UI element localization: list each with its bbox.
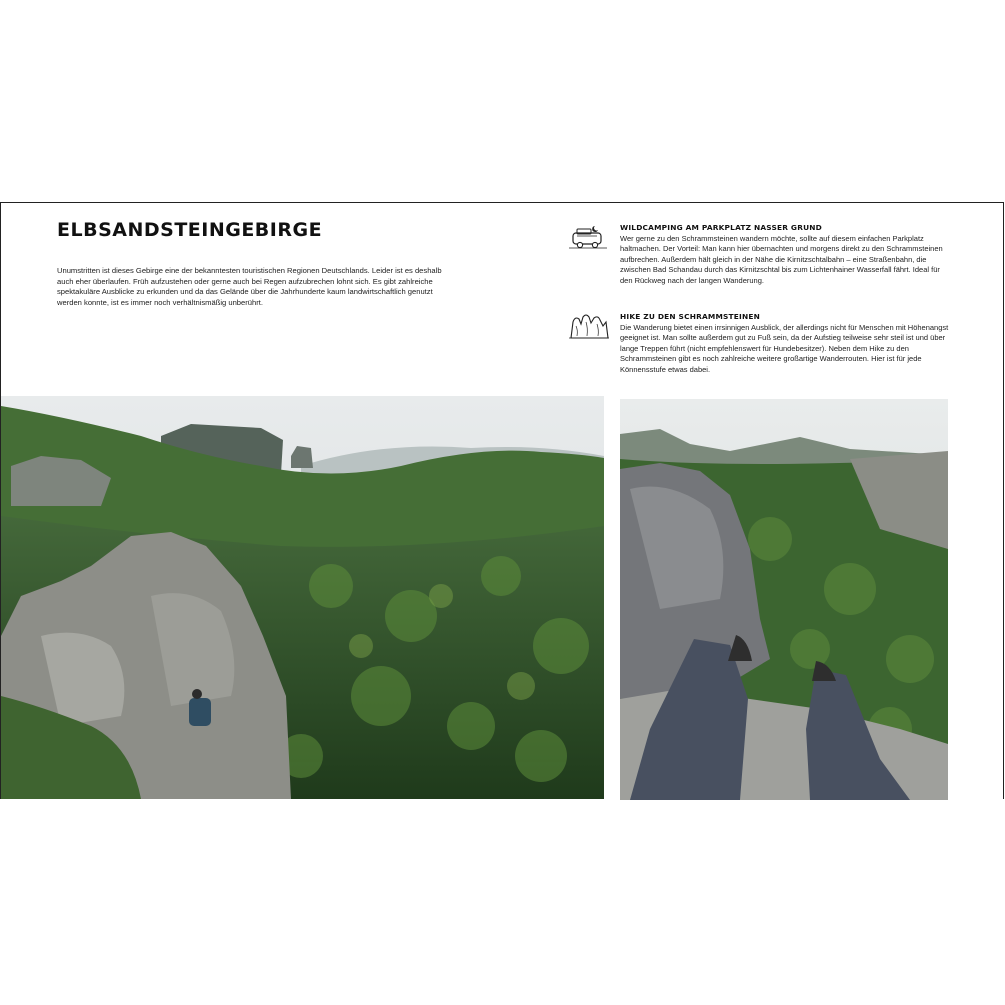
camper-van-icon <box>568 223 610 256</box>
feet-view-photo <box>620 399 948 800</box>
intro-paragraph: Unumstritten ist dieses Gebirge eine der bekanntesten touristischen Regionen Deutschlands. Leider ist es deshalb auch eher überlaufen. Früh aufzustehen oder gerne auch bei Regen aufzubrechen lohnt sich. Es gibt zahlreiche spektakuläre Ausblicke zu erkunden und da das Gelände über die Jahrhunderte kaum landwirtschaftlich genutzt werden konnte, ist es immer noch verhältnismäßig unberührt. <box>57 266 442 307</box>
section-heading: WILDCAMPING AM PARKPLATZ NASSER GRUND <box>620 223 823 232</box>
section-heading: HIKE ZU DEN SCHRAMMSTEINEN <box>620 312 760 321</box>
rock-formation-icon <box>568 312 610 345</box>
page-title: ELBSANDSTEINGEBIRGE <box>57 219 323 241</box>
section-text: Die Wanderung bietet einen irrsinnigen Ausblick, der allerdings nicht für Menschen mit Höhenangst geeignet ist. Man sollte außerdem gut zu Fuß sein, da der Aufstieg teilweise sehr steil ist und über lange Treppen führt (nicht empfehlenswert für Hundebesitzer). Neben dem Hike zu den Schrammsteinen gibt es noch zahlreiche weitere großartige Wanderrouten. Hier ist für jede Könnensstufe etwas dabei. <box>620 323 949 374</box>
section-wildcamping <box>568 223 953 293</box>
section-text: Wer gerne zu den Schrammsteinen wandern möchte, sollte auf diesem einfachen Parkplatz haltmachen. Der Vorteil: Man kann hier übernachten und morgens direkt zu den Schrammsteinen aufbrechen. Außerdem hält gleich in der Nähe die Kirnitzschtalbahn – eine Straßenbahn, die zwischen Bad Schandau durch das Kirnitzschtal bis zum Lichtenhainer Wasserfall fährt. Ideal für den Rückweg nach der langen Wanderung. <box>620 234 943 285</box>
section-hike <box>568 312 953 384</box>
landscape-photo <box>1 396 604 799</box>
